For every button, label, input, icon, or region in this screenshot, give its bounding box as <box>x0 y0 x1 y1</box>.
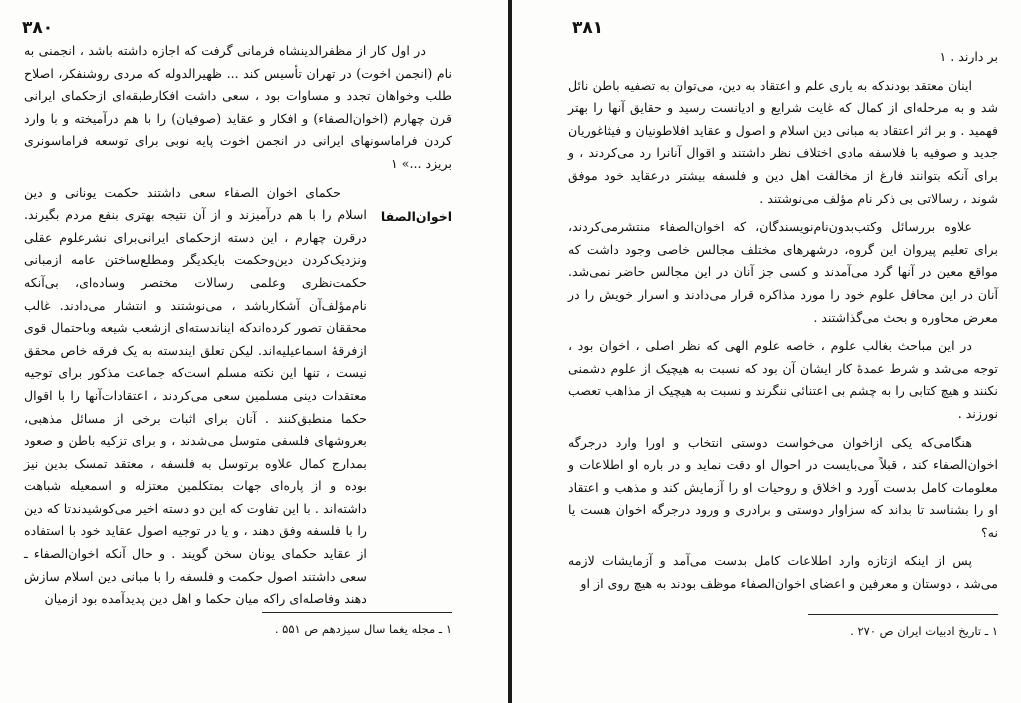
page-number-right: ۳۸۱ <box>572 18 604 38</box>
section-side-heading: اخوان‌الصفا <box>380 208 452 224</box>
paragraph: بر دارند . ۱ <box>939 49 998 64</box>
paragraph: هنگامی‌که یکی ازاخوان می‌خواست دوستی انتخاب و اورا وارد درجرگه اخوان‌الصفاء کند ، قبلاً می‌بایست در احوال او دقت نماید و در باره او اطلاعات و معلومات کامل بدست آورد و اخلاق و روحیات او را آزمایش کند و مذهب و اعتقاد او را بشناسد تا بداند که سزاوار دوستی و برادری و ورود درجرگه اخوان هست یا نه؟ <box>568 434 998 540</box>
paragraph: اینان معتقد بودندکه به یاری علم و اعتقاد به دین، می‌توان به تصفیه باطن نائل شد و به مرحله‌ای از کمال که غایت شرایع و ادیانست رسید و حقایق آنها را بهتر فهمید . و بر اثر اعتقاد به مبانی دین اسلام و اصول و عقاید افلاطونیان و فیثاغوریان جدید و صوفیه با فلاسفه مادی اختلاف نظر داشتند و اقوال آنانرا رد می‌کردند ، و برای آنکه بتوانند فارغ از مخالفت اهل دین و فلسفه بیشتر درعقاید خود موفق شوند ، رسالاتی بی ذکر نام مؤلف می‌نوشتند . <box>568 77 998 206</box>
page-number-left: ۳۸۰ <box>22 18 54 38</box>
paragraph: حکمای اخوان الصفاء سعی داشتند حکمت یونانی و دین اسلام را با هم درآمیزند و از آن نتیجه بهتری بنفع مردم بگیرند. درقرن چهارم ، این دسته ازحکمای ایرانی‌برای نشرعلوم عقلی ونزدیک‌کردن دین‌وحکمت بایکدیگر ومطلع‌ساختن عامه ازمبانی حکمت‌نظری وعلمی رسالات مختصر وساده‌ای، بی‌آنکه نام‌مؤلف‌آن آشکارباشد ، می‌نوشتند و انتشار می‌دادند. غالب محققان تصور کرده‌اندکه ایناندسته‌ای ازشعب شیعه وباحتمال قوی ازفرقهٔ اسماعیلیه‌اند. لیکن تعلق ایندسته به یک فرقه خاص محقق نیست ، تنها این نکته مسلم است‌که جماعت مذکور برای توجیه معتقدات دینی مسلمین سعی می‌کردند ، اعتقادات‌آنها را با اقوال حکما منطبق‌کنند . آنان برای اثبات برخی از مسائل مذهبی، بعروشهای فلسفی متوسل می‌شدند ، و برای تزکیه باطن و صعود بمدارج کمال علاوه برتوسل به فلسفه ، معتقد تمسک بدین نیز بوده و از پاره‌ای جهات بمتکلمین معتزله و اسمعیله شباهت داشته‌اند . با این تفاوت که این دو دسته اخیر می‌کوشیدند‌تا که دین را با فلسفه وفق دهند ، و یا در توجیه اصول عقاید خود با استفاده از عقاید حکمای یونان سخن گویند . و حال آنکه اخوان‌الصفاء ـ سعی داشتند اصول حکمت و فلسفه را با مبانی دین اسلام سازش دهند وفاصله‌ای راکه میان حکما و اهل دین پدیدآمده بود ازمیان <box>24 184 367 607</box>
footnote-left: ۱ ـ مجله یغما سال سیزدهم ص ۵۵۱ . <box>274 622 452 636</box>
footnote-divider <box>262 612 452 613</box>
footnote-right: ۱ ـ تاریخ ادبیات ایران ص ۲۷۰ . <box>850 624 998 638</box>
paragraph: در اول کار از مظفرالدینشاه فرمانی گرفت که اجازه داشته باشد ، انجمنی به نام (انجمن اخوت) در تهران تأسیس کند ... ظهیرالدوله که مردی روشنفکر، اصلاح طلب وخواهان تجدد و مساوات بود ، سعی داشت افکارطبقه‌ای ازحکمای ایرانی قرن چهارم (اخوان‌الصفاء) و افکار و عقاید (صوفیان) را با هم درآمیخته و با وارد کردن فراماسونهای ایرانی در انجمن اخوت پایه نوبی برای توسعه فراماسونری بریزد ...» ۱ <box>24 43 452 171</box>
footnote-divider <box>808 614 998 615</box>
paragraph: پس از اینکه ازتازه وارد اطلاعات کامل بدست می‌آمد و آزمایشات لازمه می‌شد ، دوستان و معرفین و اعضای اخوان‌الصفاء موظف بودند به هیچ روی از او <box>568 553 998 592</box>
side-heading-block <box>24 182 452 611</box>
left-body-text <box>24 40 452 611</box>
paragraph: علاوه بررسائل وکتب‌بدون‌نام‌نویسندگان، که اخوان‌الصفاء منتشرمی‌کردند، برای تعلیم پیروان این گروه، درشهرهای مختلف مجالس خاصی وجود داشت که مواقع معین در آنها گرد می‌آمدند و کسی جز آنان در این مجالس حاضر نمی‌شد. آنان در این محافل علوم خود را مورد مذاکره قرار می‌دادند و اسرار خویش را در معرض محاوره و بحث می‌گذاشتند . <box>568 219 998 325</box>
right-page <box>512 0 1021 703</box>
left-page <box>0 0 508 703</box>
right-body-text <box>568 46 998 596</box>
paragraph: در این مباحث بغالب علوم ، خاصه علوم الهی که نظر اصلی ، اخوان بود ، توجه می‌شد و شرط عمدهٔ کار ایشان آن بود که نسبت به هیچیک از علوم دشمنی نکنند و هیچ کتابی را به چشم بی اعتنائی ننگرند و نسبت به هیچیک از مذاهب تعصب نورزند . <box>568 338 998 421</box>
